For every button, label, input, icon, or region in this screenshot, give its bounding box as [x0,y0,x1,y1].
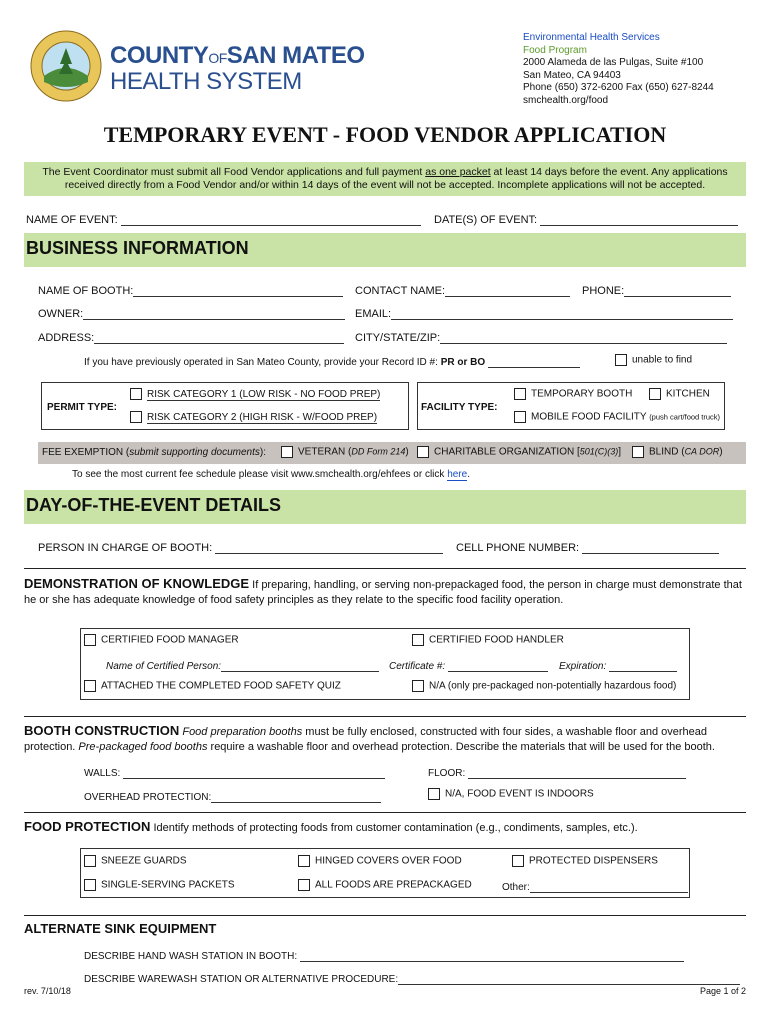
risk-category-2: RISK CATEGORY 2 (HIGH RISK - W/FOOD PREP) [130,411,377,423]
contact-name-field[interactable] [445,284,570,297]
person-in-charge-row: PERSON IN CHARGE OF BOOTH: [38,541,443,554]
overhead-row: OVERHEAD PROTECTION: [84,790,381,803]
hinged-covers-checkbox[interactable] [298,855,310,867]
prepackaged-na: N/A (only pre-packaged non-potentially hazardous food) [412,680,676,692]
protection-section: FOOD PROTECTION Identify methods of protecting foods from customer contamination (e.g., condiments, samples, etc.). [24,819,638,834]
fee-exemption-label: FEE EXEMPTION (submit supporting documents): [42,447,266,458]
program-name: Food Program [523,44,587,56]
booth-name-field[interactable] [133,284,343,297]
knowledge-section: DEMONSTRATION OF KNOWLEDGE If preparing, handling, or serving non-prepackaged food, the person in charge must demonstrate that he or she has adequate knowledge of food safety principles as they relate to the specific food facility operation. [24,576,742,606]
hinged-covers: HINGED COVERS OVER FOOD [298,855,462,867]
agency-contact-block [523,32,714,108]
hand-wash-row: DESCRIBE HAND WASH STATION IN BOOTH: [84,949,684,962]
expiration-row: Expiration: [559,659,677,672]
divider [24,812,746,813]
contact-name-row: CONTACT NAME: [355,284,570,297]
day-heading: DAY-OF-THE-EVENT DETAILS [26,495,282,515]
phone-field[interactable] [624,284,731,297]
address-row: ADDRESS: [38,331,344,344]
county-seal [30,30,102,102]
booth-heading: BOOTH CONSTRUCTION [24,723,180,738]
walls-field[interactable] [123,766,385,779]
kitchen-checkbox[interactable] [649,388,661,400]
website: smchealth.org/food [523,94,609,106]
charitable-organization: CHARITABLE ORGANIZATION [501(C)(3)] [417,446,621,458]
sneeze-guards-checkbox[interactable] [84,855,96,867]
logo-county: COUNTYOFSAN MATEO [110,42,365,69]
unable-to-find-checkbox[interactable] [615,354,627,366]
address-line2: San Mateo, CA 94403 [523,69,621,81]
certificate-number-row: Certificate #: [389,659,548,672]
veteran: VETERAN (DD Form 214) [281,446,409,458]
sneeze-guards: SNEEZE GUARDS [84,855,187,867]
owner-row: OWNER: [38,307,345,320]
floor-field[interactable] [468,766,686,779]
certified-food-handler: CERTIFIED FOOD HANDLER [412,634,564,646]
address-line1: 2000 Alameda de las Pulgas, Suite #100 [523,57,704,69]
phone-row: PHONE: [582,284,731,297]
protected-dispensers-checkbox[interactable] [512,855,524,867]
email-field[interactable] [391,307,733,320]
veteran-checkbox[interactable] [281,446,293,458]
all-prepackaged: ALL FOODS ARE PREPACKAGED [298,879,472,891]
risk-category-1: RISK CATEGORY 1 (LOW RISK - NO FOOD PREP) [130,388,380,400]
fee-schedule-note: To see the most current fee schedule please visit www.smchealth.org/ehfees or click here. [72,469,470,480]
event-dates-row: DATE(S) OF EVENT: [434,213,738,226]
expiration-field[interactable] [609,659,677,672]
knowledge-heading: DEMONSTRATION OF KNOWLEDGE [24,576,250,591]
prepackaged-na-checkbox[interactable] [412,680,424,692]
page-number: Page 1 of 2 [700,986,747,996]
blind-checkbox[interactable] [632,446,644,458]
unable-to-find-row: unable to find [615,354,692,366]
logo-health-system: HEALTH SYSTEM [110,68,302,95]
other-field[interactable] [530,880,688,893]
event-name-field[interactable] [121,213,421,226]
temporary-booth: TEMPORARY BOOTH [514,388,632,400]
sink-heading: ALTERNATE SINK EQUIPMENT [24,921,217,936]
divider [24,568,746,569]
food-safety-quiz-checkbox[interactable] [84,680,96,692]
floor-row: FLOOR: [428,766,686,779]
email-row: EMAIL: [355,307,733,320]
certified-food-handler-checkbox[interactable] [412,634,424,646]
facility-type-label: FACILITY TYPE: [421,402,498,413]
mobile-food-facility: MOBILE FOOD FACILITY (push cart/food truck) [514,411,720,423]
cell-phone-field[interactable] [582,541,719,554]
fee-schedule-link[interactable]: here [447,469,468,480]
all-prepackaged-checkbox[interactable] [298,879,310,891]
record-id-field[interactable] [488,355,580,368]
cell-phone-row: CELL PHONE NUMBER: [456,541,719,554]
event-name-row: NAME OF EVENT: [26,213,421,226]
city-field[interactable] [440,331,727,344]
single-serving-packets: SINGLE-SERVING PACKETS [84,879,235,891]
divider [24,915,746,916]
food-safety-quiz: ATTACHED THE COMPLETED FOOD SAFETY QUIZ [84,680,341,692]
indoors-checkbox[interactable] [428,788,440,800]
knowledge-box [80,628,690,700]
indoors-row: N/A, FOOD EVENT IS INDOORS [428,788,594,800]
address-field[interactable] [94,331,344,344]
event-dates-field[interactable] [540,213,738,226]
charitable-organization-checkbox[interactable] [417,446,429,458]
divider [24,716,746,717]
overhead-field[interactable] [211,790,381,803]
single-serving-checkbox[interactable] [84,879,96,891]
risk-category-1-checkbox[interactable] [130,388,142,400]
certified-food-manager-checkbox[interactable] [84,634,96,646]
walls-row: WALLS: [84,766,385,779]
owner-field[interactable] [83,307,345,320]
temporary-booth-checkbox[interactable] [514,388,526,400]
booth-name-row: NAME OF BOOTH: [38,284,343,297]
permit-type-label: PERMIT TYPE: [47,402,118,413]
mobile-food-facility-checkbox[interactable] [514,411,526,423]
revision-date: rev. 7/10/18 [24,986,71,996]
business-section-band [24,233,746,267]
risk-category-2-checkbox[interactable] [130,411,142,423]
notice-banner: The Event Coordinator must submit all Food Vendor applications and full payment as one packet at least 14 days before the event. Any applications received directly from a Food Vendor and/or within 14 days of the event will not be accepted. Incomplete applications will not be accepted. [24,162,746,196]
dept-name: Environmental Health Services [523,32,660,43]
protection-heading: FOOD PROTECTION [24,819,151,834]
phone-fax: Phone (650) 372-6200 Fax (650) 627-8244 [523,82,714,94]
day-section-band [24,490,746,524]
permit-type-box [41,382,409,430]
certificate-number-field[interactable] [448,659,548,672]
hand-wash-field[interactable] [300,949,684,962]
certified-name-field[interactable] [221,659,379,672]
kitchen: KITCHEN [649,388,710,400]
person-in-charge-field[interactable] [215,541,443,554]
certified-name-row: Name of Certified Person: [106,659,379,672]
page-title: TEMPORARY EVENT - FOOD VENDOR APPLICATION [103,122,667,147]
blind: BLIND (CA DOR) [632,446,723,458]
certified-food-manager: CERTIFIED FOOD MANAGER [84,634,239,646]
business-heading: BUSINESS INFORMATION [26,238,249,258]
city-row: CITY/STATE/ZIP: [355,331,727,344]
protected-dispensers: PROTECTED DISPENSERS [512,855,658,867]
record-id-row: If you have previously operated in San Mateo County, provide your Record ID #: PR or BO [84,355,580,368]
warewash-field[interactable] [398,972,740,985]
protection-box [80,848,690,898]
warewash-row: DESCRIBE WAREWASH STATION OR ALTERNATIVE PROCEDURE: [84,972,740,985]
booth-section: BOOTH CONSTRUCTION Food preparation booths must be fully enclosed, constructed with four sides, a washable floor and overhead protection. Pre-packaged food booths require a washable floor and overhead protection. Describe the materials that will be used for the booth. [24,723,715,753]
facility-type-box [417,382,725,430]
fee-exemption-band [38,442,746,464]
other-row: Other: [502,880,688,893]
